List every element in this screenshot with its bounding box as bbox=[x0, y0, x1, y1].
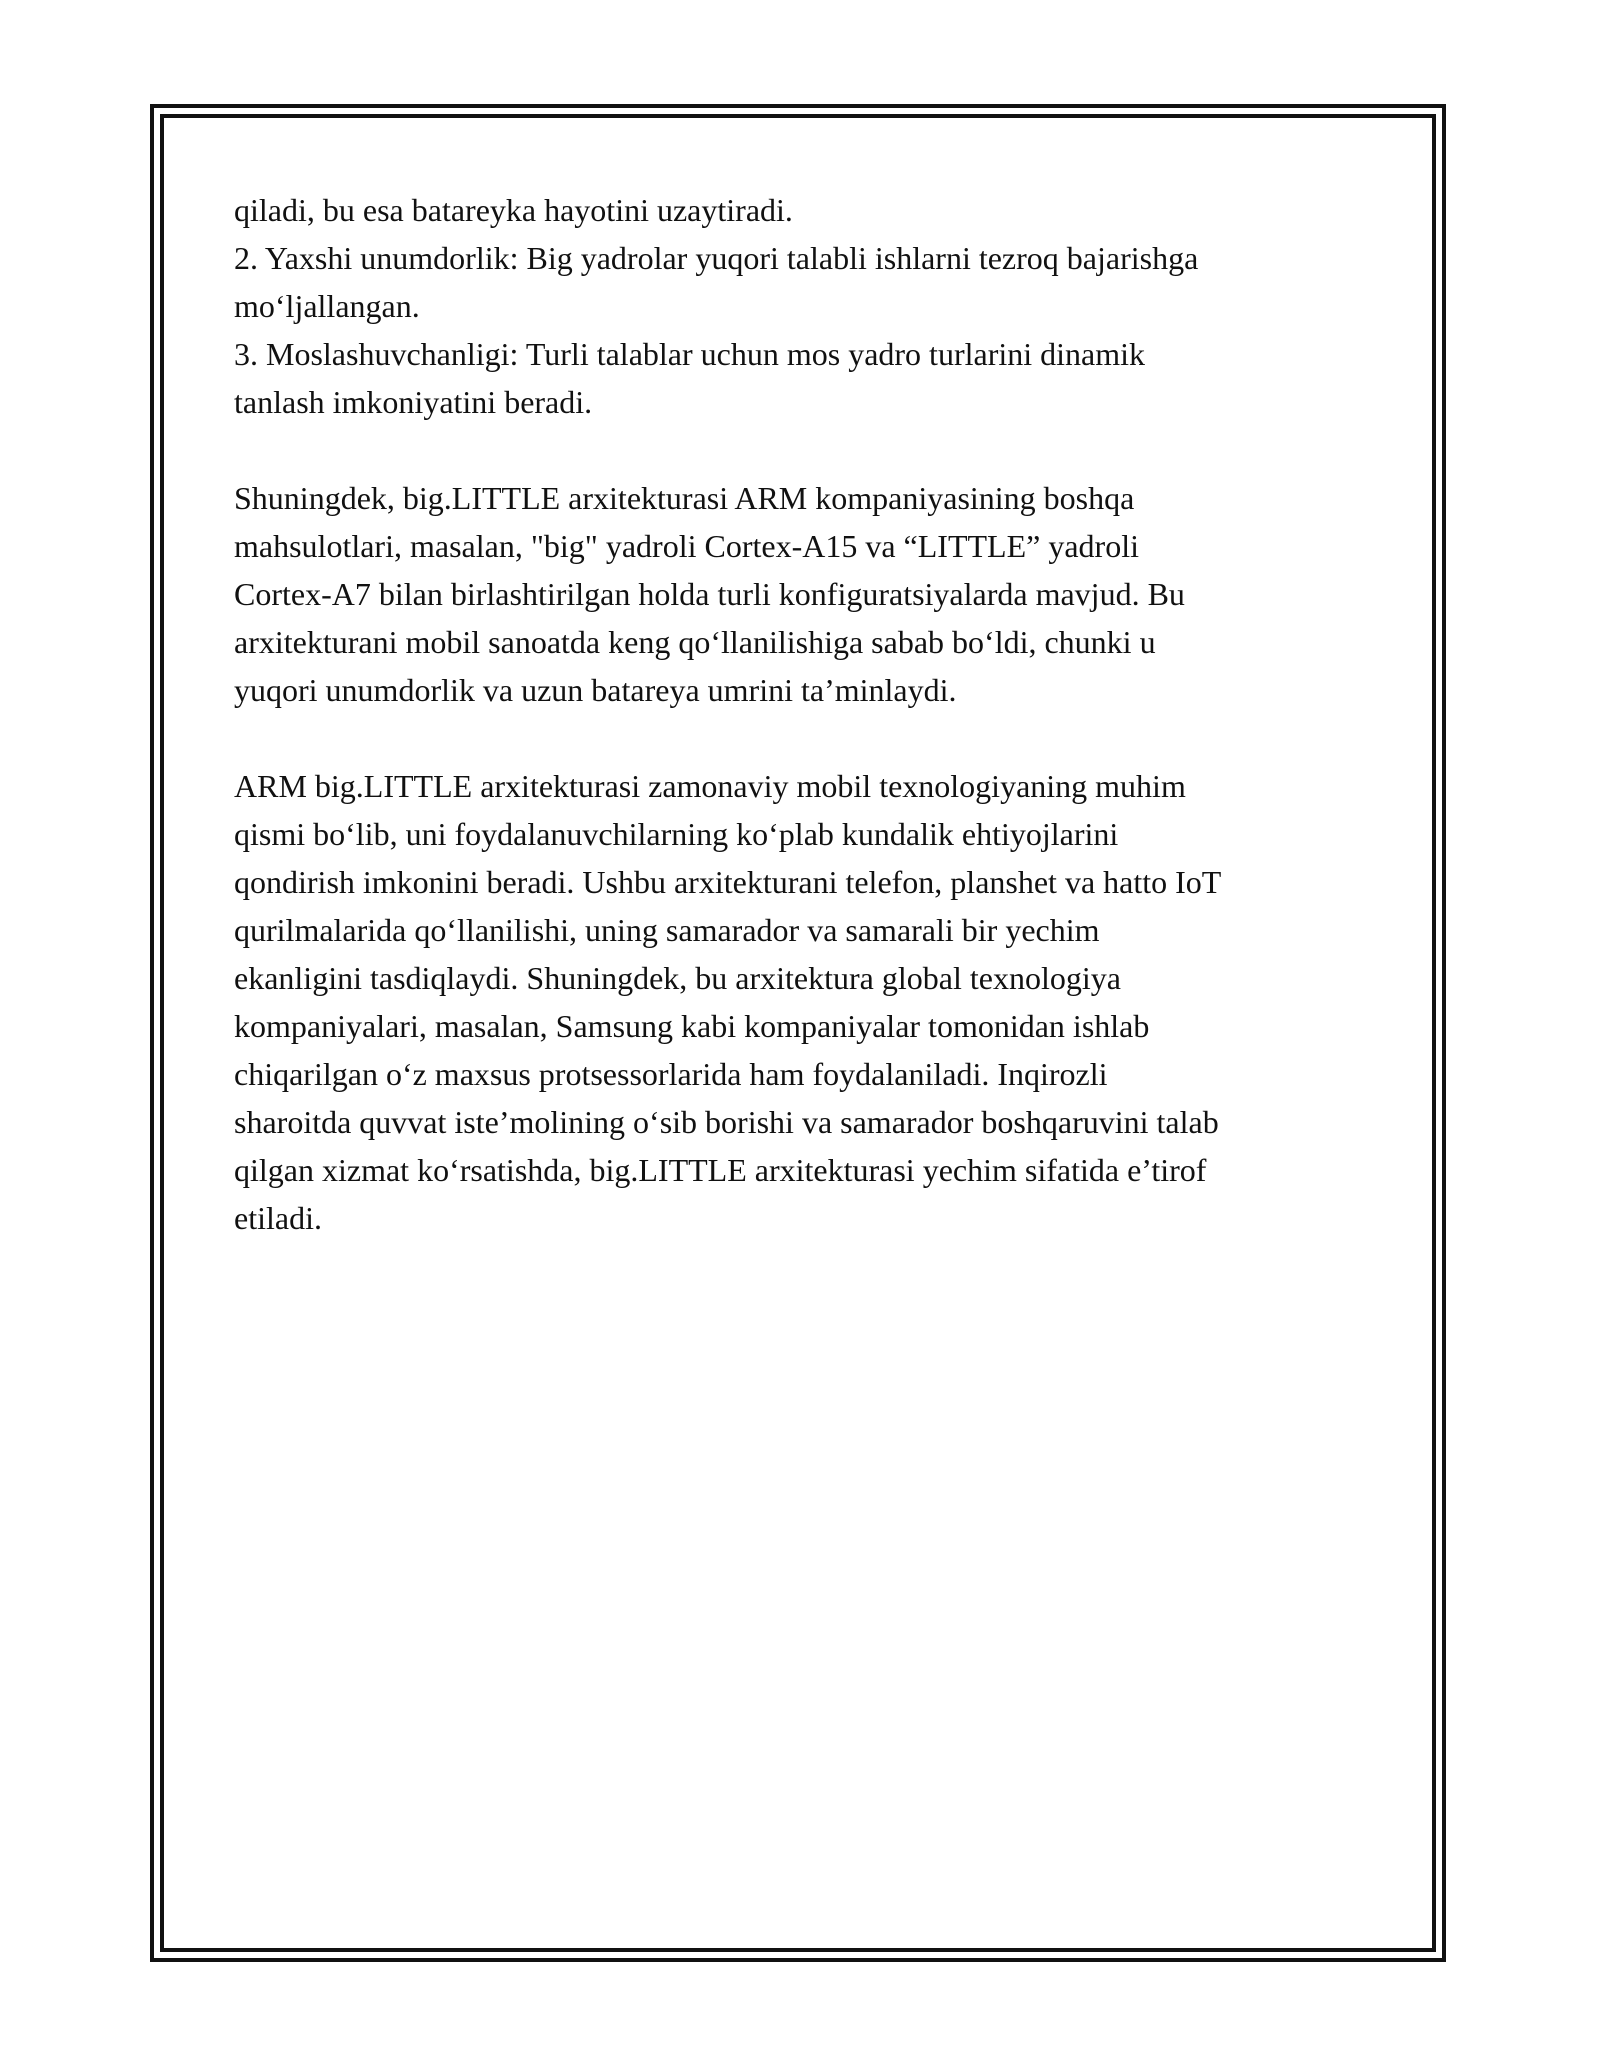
text-line: tanlash imkoniyatini beradi. bbox=[234, 384, 593, 420]
text-line: qurilmalarida qo‘llanilishi, uning samarador va samarali bir yechim bbox=[234, 912, 1100, 948]
text-line: mahsulotlari, masalan, "big" yadroli Cortex-A15 va “LITTLE” yadroli bbox=[234, 528, 1139, 564]
text-line: kompaniyalari, masalan, Samsung kabi kompaniyalar tomonidan ishlab bbox=[234, 1008, 1150, 1044]
text-line: qilgan xizmat ko‘rsatishda, big.LITTLE arxitekturasi yechim sifatida e’tirof bbox=[234, 1152, 1207, 1188]
text-line: etiladi. bbox=[234, 1200, 322, 1236]
text-line: qondirish imkonini beradi. Ushbu arxitekturani telefon, planshet va hatto IoT bbox=[234, 864, 1222, 900]
text-line: yuqori unumdorlik va uzun batareya umrini ta’minlaydi. bbox=[234, 672, 957, 708]
text-line: sharoitda quvvat iste’molining o‘sib borishi va samarador boshqaruvini talab bbox=[234, 1104, 1219, 1140]
paragraph-spacer bbox=[234, 426, 1384, 474]
text-line: Shuningdek, big.LITTLE arxitekturasi ARM kompaniyasining boshqa bbox=[234, 480, 1135, 516]
text-line: mo‘ljallangan. bbox=[234, 288, 420, 324]
text-line: arxitekturani mobil sanoatda keng qo‘llanilishiga sabab bo‘ldi, chunki u bbox=[234, 624, 1156, 660]
text-line: qiladi, bu esa batareyka hayotini uzaytiradi. bbox=[234, 192, 793, 228]
document-body bbox=[234, 186, 1384, 1242]
paragraph-spacer bbox=[234, 714, 1384, 762]
paragraph bbox=[234, 762, 1384, 1242]
text-line: qismi bo‘lib, uni foydalanuvchilarning ko‘plab kundalik ehtiyojlarini bbox=[234, 816, 1119, 852]
text-line: ekanligini tasdiqlaydi. Shuningdek, bu arxitektura global texnologiya bbox=[234, 960, 1121, 996]
paragraph bbox=[234, 474, 1384, 714]
list-section bbox=[234, 186, 1384, 426]
text-line: 2. Yaxshi unumdorlik: Big yadrolar yuqori talabli ishlarni tezroq bajarishga bbox=[234, 240, 1199, 276]
text-line: ARM big.LITTLE arxitekturasi zamonaviy mobil texnologiyaning muhim bbox=[234, 768, 1186, 804]
text-line: 3. Moslashuvchanligi: Turli talablar uchun mos yadro turlarini dinamik bbox=[234, 336, 1145, 372]
text-line: chiqarilgan o‘z maxsus protsessorlarida ham foydalaniladi. Inqirozli bbox=[234, 1056, 1108, 1092]
text-line: Cortex-A7 bilan birlashtirilgan holda turli konfiguratsiyalarda mavjud. Bu bbox=[234, 576, 1185, 612]
